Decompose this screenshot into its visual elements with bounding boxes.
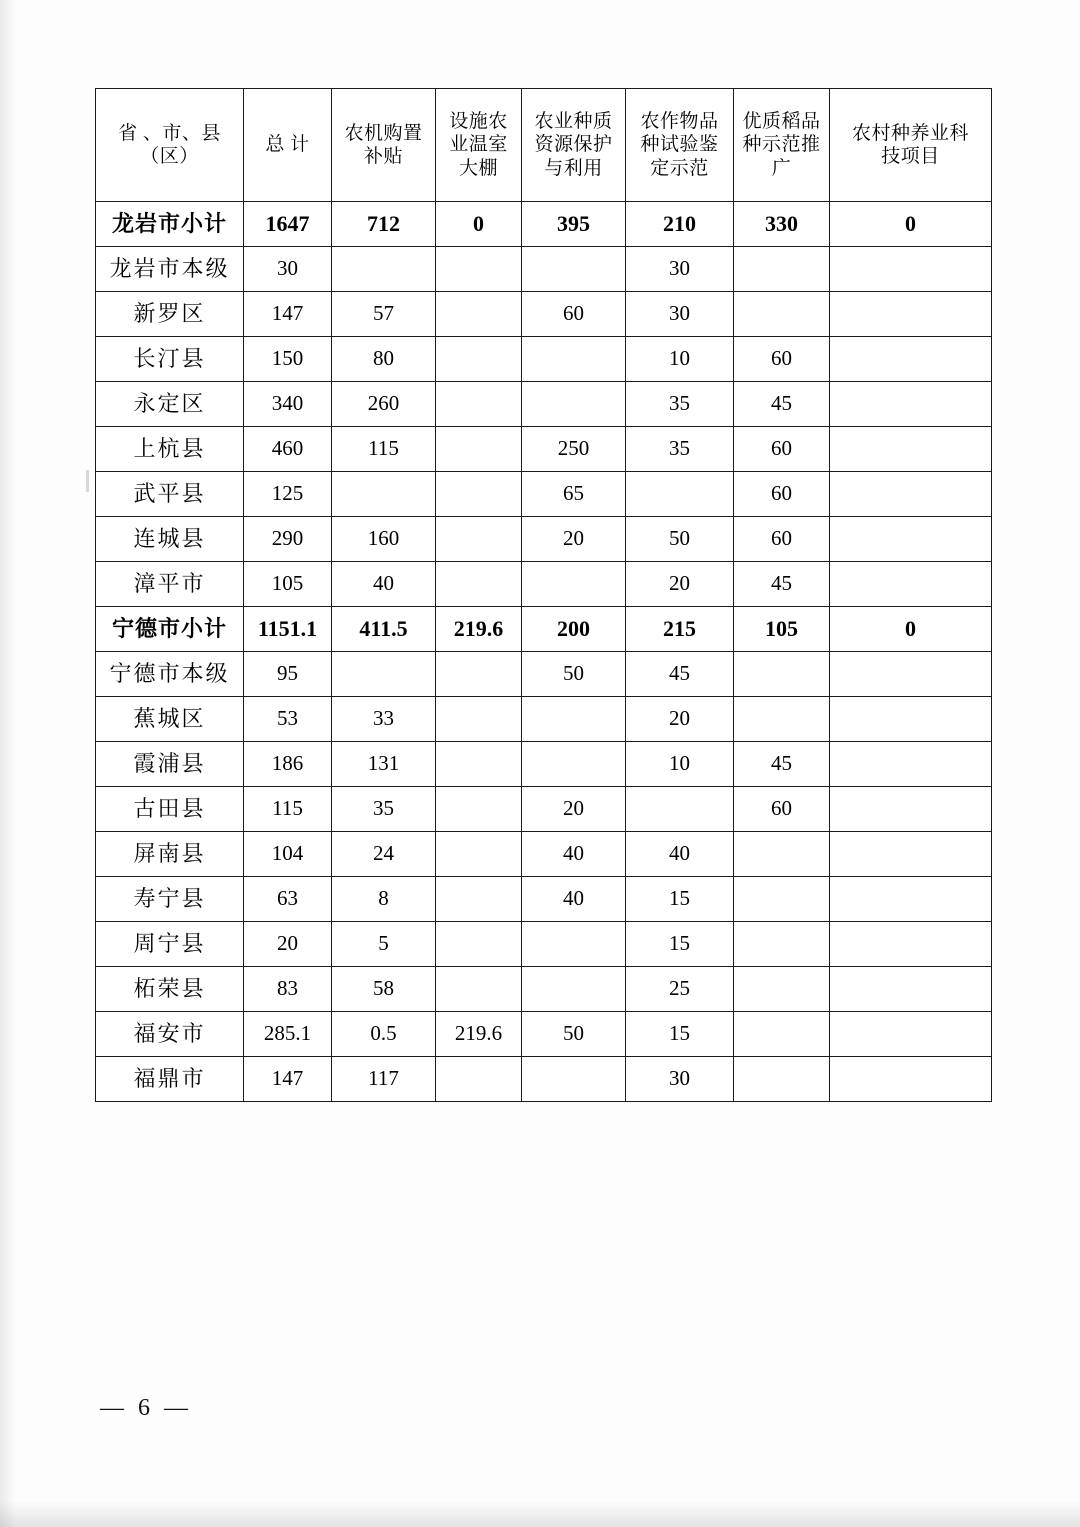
cell-value: 15: [626, 922, 734, 967]
cell-region-name: 新罗区: [96, 292, 244, 337]
cell-value: [436, 922, 522, 967]
cell-value: 0: [830, 607, 992, 652]
table-header-row: [96, 89, 992, 202]
table-row: [96, 292, 992, 337]
cell-value: 40: [522, 832, 626, 877]
table-row: [96, 697, 992, 742]
table-row: [96, 967, 992, 1012]
cell-value: 30: [244, 247, 332, 292]
cell-value: 10: [626, 742, 734, 787]
header-cell-total: [244, 89, 332, 202]
cell-value: [830, 427, 992, 472]
page-number: — 6 —: [100, 1395, 192, 1421]
header-line: 补贴: [363, 146, 403, 167]
table-row: [96, 922, 992, 967]
cell-value: 53: [244, 697, 332, 742]
cell-value: 65: [522, 472, 626, 517]
cell-value: [436, 427, 522, 472]
cell-value: 24: [332, 832, 436, 877]
cell-value: [830, 697, 992, 742]
cell-region-name: 长汀县: [96, 337, 244, 382]
cell-value: 147: [244, 1057, 332, 1102]
cell-value: [436, 337, 522, 382]
header-cell-machinery-subsidy: [332, 89, 436, 202]
cell-value: 95: [244, 652, 332, 697]
cell-value: 330: [734, 202, 830, 247]
cell-region-name: 连城县: [96, 517, 244, 562]
cell-value: 115: [332, 427, 436, 472]
table-row: [96, 382, 992, 427]
cell-region-name: 古田县: [96, 787, 244, 832]
cell-value: [830, 337, 992, 382]
cell-value: [332, 652, 436, 697]
cell-value: 250: [522, 427, 626, 472]
cell-value: [830, 652, 992, 697]
cell-value: 5: [332, 922, 436, 967]
header-line: 业温室: [449, 134, 508, 156]
cell-value: [436, 742, 522, 787]
cell-value: 60: [734, 472, 830, 517]
cell-value: 20: [522, 517, 626, 562]
cell-value: 33: [332, 697, 436, 742]
cell-value: [830, 877, 992, 922]
cell-value: [436, 652, 522, 697]
header-line: 农村种养业科: [851, 122, 969, 144]
cell-value: [830, 922, 992, 967]
cell-value: [436, 517, 522, 562]
cell-region-name: 宁德市本级: [96, 652, 244, 697]
cell-value: [332, 472, 436, 517]
cell-value: 45: [734, 382, 830, 427]
cell-value: 460: [244, 427, 332, 472]
cell-value: 45: [734, 742, 830, 787]
cell-value: [436, 697, 522, 742]
cell-value: 60: [734, 427, 830, 472]
cell-value: [436, 382, 522, 427]
cell-region-name: 宁德市小计: [96, 607, 244, 652]
cell-value: 210: [626, 202, 734, 247]
cell-region-name: 龙岩市小计: [96, 202, 244, 247]
cell-value: [436, 787, 522, 832]
cell-value: [830, 1057, 992, 1102]
cell-value: 219.6: [436, 607, 522, 652]
cell-value: 285.1: [244, 1012, 332, 1057]
table-row-subtotal: [96, 607, 992, 652]
cell-value: 60: [734, 787, 830, 832]
cell-value: [522, 742, 626, 787]
table-row: [96, 1057, 992, 1102]
cell-value: [734, 697, 830, 742]
cell-value: 160: [332, 517, 436, 562]
cell-value: 20: [244, 922, 332, 967]
cell-value: 25: [626, 967, 734, 1012]
cell-value: 104: [244, 832, 332, 877]
cell-value: 50: [522, 1012, 626, 1057]
cell-value: [626, 787, 734, 832]
cell-value: 125: [244, 472, 332, 517]
cell-value: [522, 922, 626, 967]
cell-value: 115: [244, 787, 332, 832]
cell-value: [436, 562, 522, 607]
cell-value: 30: [626, 1057, 734, 1102]
cell-value: [830, 517, 992, 562]
cell-value: [436, 472, 522, 517]
cell-value: [830, 382, 992, 427]
header-line: 与利用: [544, 157, 603, 179]
cell-value: 117: [332, 1057, 436, 1102]
cell-value: 60: [734, 337, 830, 382]
cell-value: [734, 292, 830, 337]
cell-value: [830, 787, 992, 832]
cell-value: 40: [522, 877, 626, 922]
cell-value: 219.6: [436, 1012, 522, 1057]
cell-value: 290: [244, 517, 332, 562]
header-cell-rural-tech-project: [830, 89, 992, 202]
cell-value: [734, 832, 830, 877]
cell-value: [436, 967, 522, 1012]
cell-value: 0: [436, 202, 522, 247]
cell-value: 1151.1: [244, 607, 332, 652]
cell-value: [522, 382, 626, 427]
cell-value: [436, 1057, 522, 1102]
cell-value: 35: [332, 787, 436, 832]
header-line: 定示范: [650, 157, 709, 179]
header-line: 广: [771, 157, 792, 179]
cell-value: [522, 337, 626, 382]
cell-value: 83: [244, 967, 332, 1012]
header-line: 省 、市、县: [118, 122, 221, 144]
cell-value: 105: [244, 562, 332, 607]
header-line: （区）: [140, 146, 199, 167]
table-row: [96, 337, 992, 382]
header-cell-region: [96, 89, 244, 202]
table-body: [96, 202, 992, 1102]
cell-region-name: 寿宁县: [96, 877, 244, 922]
header-line: 设施农: [449, 111, 508, 133]
cell-value: 340: [244, 382, 332, 427]
table-row: [96, 1012, 992, 1057]
cell-value: 260: [332, 382, 436, 427]
cell-value: [830, 832, 992, 877]
header-line: 农作物品: [640, 111, 719, 133]
cell-value: 1647: [244, 202, 332, 247]
cell-value: [436, 877, 522, 922]
cell-value: [522, 967, 626, 1012]
cell-value: 10: [626, 337, 734, 382]
cell-value: [436, 292, 522, 337]
cell-region-name: 福安市: [96, 1012, 244, 1057]
table-row: [96, 427, 992, 472]
cell-region-name: 霞浦县: [96, 742, 244, 787]
table-row: [96, 562, 992, 607]
cell-value: [734, 922, 830, 967]
table-row: [96, 877, 992, 922]
budget-allocation-table-wrapper: [95, 88, 991, 1102]
cell-value: 15: [626, 1012, 734, 1057]
header-line: 总 计: [265, 134, 310, 156]
cell-region-name: 龙岩市本级: [96, 247, 244, 292]
scan-edge-shadow-bottom: [0, 1501, 1080, 1527]
cell-region-name: 柘荣县: [96, 967, 244, 1012]
cell-value: [734, 967, 830, 1012]
scan-edge-shadow-left: [0, 0, 16, 1527]
cell-value: 30: [626, 247, 734, 292]
cell-value: [830, 742, 992, 787]
cell-value: [830, 292, 992, 337]
cell-value: 147: [244, 292, 332, 337]
table-header: [96, 89, 992, 202]
cell-value: [734, 1012, 830, 1057]
cell-value: [522, 247, 626, 292]
cell-value: [830, 562, 992, 607]
header-line: 大棚: [458, 157, 498, 179]
cell-value: 35: [626, 382, 734, 427]
cell-value: 58: [332, 967, 436, 1012]
cell-value: 20: [626, 697, 734, 742]
cell-value: 8: [332, 877, 436, 922]
cell-value: 50: [522, 652, 626, 697]
cell-value: 105: [734, 607, 830, 652]
cell-value: [734, 247, 830, 292]
cell-value: [522, 562, 626, 607]
cell-value: [830, 472, 992, 517]
header-cell-germplasm: [522, 89, 626, 202]
cell-value: 30: [626, 292, 734, 337]
table-row: [96, 832, 992, 877]
cell-value: [734, 1057, 830, 1102]
cell-region-name: 周宁县: [96, 922, 244, 967]
table-row: [96, 742, 992, 787]
header-line: 种示范推: [742, 134, 821, 156]
cell-value: 186: [244, 742, 332, 787]
cell-value: 411.5: [332, 607, 436, 652]
cell-value: [626, 472, 734, 517]
table-row: [96, 517, 992, 562]
table-row: [96, 787, 992, 832]
cell-value: 0: [830, 202, 992, 247]
header-line: 农机购置: [344, 122, 423, 144]
cell-value: [522, 1057, 626, 1102]
cell-region-name: 漳平市: [96, 562, 244, 607]
cell-value: 20: [626, 562, 734, 607]
cell-value: 131: [332, 742, 436, 787]
table-row: [96, 472, 992, 517]
cell-region-name: 屏南县: [96, 832, 244, 877]
header-cell-variety-trial: [626, 89, 734, 202]
cell-value: [830, 967, 992, 1012]
cell-value: 200: [522, 607, 626, 652]
cell-value: 80: [332, 337, 436, 382]
cell-value: [830, 1012, 992, 1057]
cell-value: 40: [332, 562, 436, 607]
cell-value: 15: [626, 877, 734, 922]
cell-value: 35: [626, 427, 734, 472]
budget-allocation-table: [95, 88, 992, 1102]
cell-value: 63: [244, 877, 332, 922]
cell-value: 395: [522, 202, 626, 247]
cell-value: 45: [734, 562, 830, 607]
header-line: 技项目: [881, 146, 940, 167]
cell-value: 20: [522, 787, 626, 832]
cell-value: [436, 832, 522, 877]
header-cell-greenhouse: [436, 89, 522, 202]
cell-value: 50: [626, 517, 734, 562]
cell-region-name: 上杭县: [96, 427, 244, 472]
cell-value: [522, 697, 626, 742]
cell-value: [332, 247, 436, 292]
cell-region-name: 永定区: [96, 382, 244, 427]
table-row: [96, 247, 992, 292]
cell-value: [830, 247, 992, 292]
cell-value: 0.5: [332, 1012, 436, 1057]
cell-value: 45: [626, 652, 734, 697]
cell-value: 60: [734, 517, 830, 562]
cell-value: [734, 877, 830, 922]
scan-artifact-mark: [86, 470, 89, 492]
cell-value: 60: [522, 292, 626, 337]
cell-value: 40: [626, 832, 734, 877]
cell-region-name: 福鼎市: [96, 1057, 244, 1102]
cell-value: [734, 652, 830, 697]
header-line: 农业种质: [534, 111, 613, 133]
cell-value: 215: [626, 607, 734, 652]
table-row-subtotal: [96, 202, 992, 247]
table-row: [96, 652, 992, 697]
header-line: 优质稻品: [742, 111, 821, 133]
cell-region-name: 蕉城区: [96, 697, 244, 742]
cell-value: 150: [244, 337, 332, 382]
cell-value: 57: [332, 292, 436, 337]
cell-value: 712: [332, 202, 436, 247]
cell-value: [436, 247, 522, 292]
cell-region-name: 武平县: [96, 472, 244, 517]
header-cell-quality-rice: [734, 89, 830, 202]
header-line: 资源保护: [534, 134, 613, 156]
header-line: 种试验鉴: [640, 134, 719, 156]
